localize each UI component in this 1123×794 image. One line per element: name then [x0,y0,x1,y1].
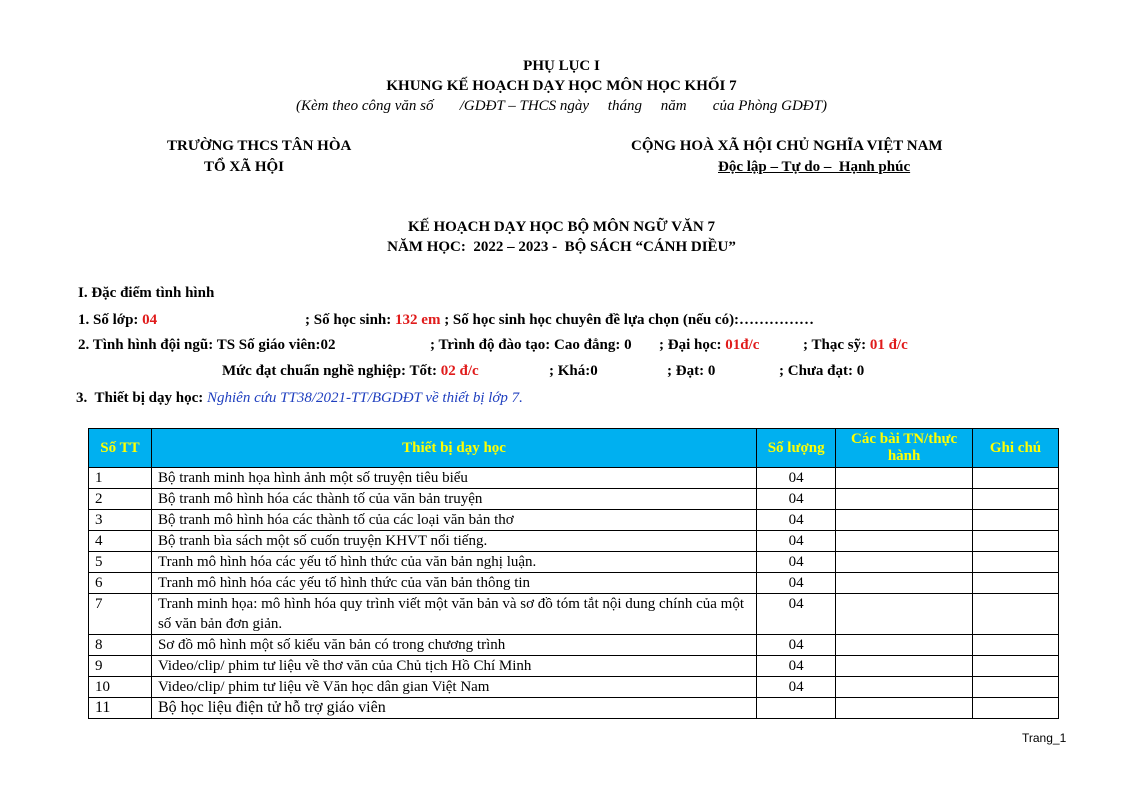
cell-lab [836,489,973,510]
cell-lab [836,656,973,677]
cell-qty: 04 [757,489,836,510]
pass-label: ; Đạt: 0 [667,363,716,379]
cell-qty: 04 [757,573,836,594]
cell-note [973,677,1059,698]
cell-note [973,531,1059,552]
table-row [89,656,1059,677]
cell-no: 5 [89,552,152,573]
cell-qty: 04 [757,510,836,531]
table-row [89,531,1059,552]
cell-no: 7 [89,594,152,635]
cell-qty: 04 [757,594,836,635]
cell-no: 10 [89,677,152,698]
cell-qty: 04 [757,656,836,677]
good-value: 02 đ/c [440,363,479,379]
class-value: 04 [142,312,158,328]
cell-note [973,656,1059,677]
cell-item: Bộ tranh mô hình hóa các thành tố của các loại văn bản thơ [151,510,756,531]
cell-lab [836,468,973,489]
school-name: TRƯỜNG THCS TÂN HÒA [167,138,352,154]
cell-note [973,489,1059,510]
cell-lab [836,531,973,552]
col-header-no: Số TT [89,429,152,468]
table-row [89,594,1059,635]
cell-item: Bộ tranh bìa sách một số cuốn truyện KHVT nổi tiếng. [151,531,756,552]
cell-no: 6 [89,573,152,594]
equipment-value: Nghiên cứu TT38/2021-TT/BGDĐT về thiết bị lớp 7. [207,390,523,406]
table-row [89,573,1059,594]
cell-item: Video/clip/ phim tư liệu về Văn học dân gian Việt Nam [151,677,756,698]
elective-label: ; Số học sinh học chuyên đề lựa chọn (nếu có):…………… [440,312,815,328]
fail-label: ; Chưa đạt: 0 [779,363,865,379]
plan-year-line: NĂM HỌC: 2022 – 2023 - BỘ SÁCH “CÁNH DIỀU” [387,239,736,255]
cell-item: Bộ học liệu điện tử hỗ trợ giáo viên [151,698,756,719]
col-header-note: Ghi chú [973,429,1059,468]
table-row [89,489,1059,510]
equipment-label: 3. Thiết bị dạy học: [76,390,207,406]
cell-note [973,552,1059,573]
cell-qty [757,698,836,719]
master-label: ; Thạc sỹ: [803,337,870,353]
standard-info [222,363,479,380]
cell-item: Video/clip/ phim tư liệu về thơ văn của Chủ tịch Hồ Chí Minh [151,656,756,677]
cell-lab [836,594,973,635]
table-body [89,468,1059,719]
attachment-note: (Kèm theo công văn số /GDĐT – THCS ngày tháng năm của Phòng GDĐT) [296,98,827,114]
student-count [305,312,814,329]
cell-no: 9 [89,656,152,677]
cell-no: 3 [89,510,152,531]
training-label: ; Trình độ đào tạo: Cao đẳng: 0 [430,337,632,353]
university-label: ; Đại học: [659,337,726,353]
students-label: ; Số học sinh: [305,312,396,328]
cell-lab [836,635,973,656]
table-row [89,552,1059,573]
cell-lab [836,677,973,698]
plan-title: KẾ HOẠCH DẠY HỌC BỘ MÔN NGỮ VĂN 7 [408,219,715,235]
table-row [89,468,1059,489]
class-label: 1. Số lớp: [78,312,143,328]
country-name: CỘNG HOÀ XÃ HỘI CHỦ NGHĨA VIỆT NAM [631,138,943,154]
cell-lab [836,552,973,573]
table-row [89,677,1059,698]
university-info [659,337,759,354]
cell-item: Tranh minh họa: mô hình hóa quy trình viết một văn bản và sơ đồ tóm tắt nội dung chính của một số văn bản đơn giản. [151,594,756,635]
department-name: TỔ XÃ HỘI [204,159,285,175]
cell-item: Bộ tranh mô hình hóa các thành tố của văn bản truyện [151,489,756,510]
table-row [89,510,1059,531]
cell-lab [836,573,973,594]
cell-qty: 04 [757,635,836,656]
col-header-lab: Các bài TN/thực hành [836,429,973,468]
table-row [89,635,1059,656]
equipment-table [88,428,1059,719]
cell-note [973,635,1059,656]
standard-label: Mức đạt chuẩn nghề nghiệp: Tốt: [222,363,441,379]
equipment-info [76,390,523,407]
table-row [89,698,1059,719]
cell-qty: 04 [757,677,836,698]
cell-note [973,510,1059,531]
cell-note [973,594,1059,635]
page-number: Trang_1 [1022,731,1067,745]
cell-qty: 04 [757,552,836,573]
class-count-label [78,312,157,329]
master-value: 01 đ/c [869,337,908,353]
cell-note [973,698,1059,719]
fair-label: ; Khá:0 [549,363,598,379]
national-motto: Độc lập – Tự do – Hạnh phúc [718,159,911,175]
cell-item: Bộ tranh minh họa hình ảnh một số truyện tiêu biểu [151,468,756,489]
staff-label: 2. Tình hình đội ngũ: TS Số giáo viên:02 [78,337,336,353]
cell-item: Tranh mô hình hóa các yếu tố hình thức của văn bản nghị luận. [151,552,756,573]
cell-note [973,468,1059,489]
framework-title: KHUNG KẾ HOẠCH DẠY HỌC MÔN HỌC KHỐI 7 [386,78,737,94]
students-value: 132 em [395,312,441,328]
cell-note [973,573,1059,594]
cell-item: Tranh mô hình hóa các yếu tố hình thức của văn bản thông tin [151,573,756,594]
cell-no: 4 [89,531,152,552]
col-header-item: Thiết bị dạy học [151,429,756,468]
cell-no: 8 [89,635,152,656]
cell-no: 2 [89,489,152,510]
section-heading: I. Đặc điểm tình hình [78,285,215,301]
cell-qty: 04 [757,468,836,489]
cell-item: Sơ đồ mô hình một số kiểu văn bản có trong chương trình [151,635,756,656]
university-value: 01đ/c [725,337,760,353]
cell-lab [836,510,973,531]
cell-no: 1 [89,468,152,489]
appendix-title: PHỤ LỤC I [523,58,600,74]
cell-qty: 04 [757,531,836,552]
col-header-qty: Số lượng [757,429,836,468]
cell-no: 11 [89,698,152,719]
cell-lab [836,698,973,719]
table-header-row [89,429,1059,468]
master-info [803,337,908,354]
